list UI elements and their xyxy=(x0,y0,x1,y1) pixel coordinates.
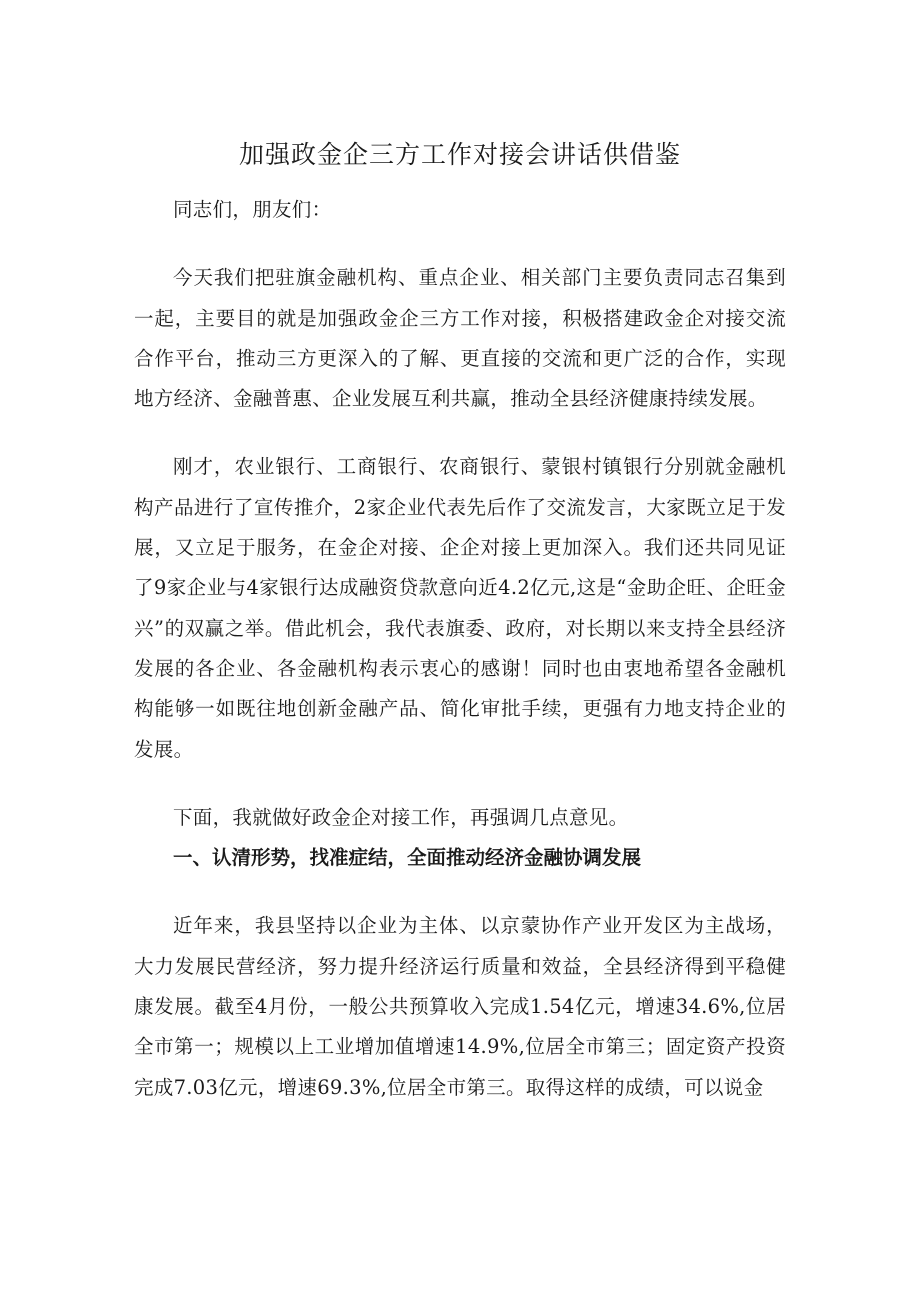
document-title: 加强政金企三方工作对接会讲话供借鉴 xyxy=(238,140,681,169)
paragraph-4: 近年来，我县坚持以企业为主体、以京蒙协作产业开发区为主战场，大力发展民营经济，努力提升经济运行质量和效益，全县经济得到平稳健康发展。截至4月份，一般公共预算收入完成1.54亿元，增速34.6%,位居全市第一；规模以上工业增加值增速14.9%,位居全市第三；固定资产投资完成7.03亿元，增速69.3%,位居全市第三。取得这样的成绩，可以说金 xyxy=(134,914,786,1099)
section-heading-1: 一、认清形势，找准症结，全面推动经济金融协调发展 xyxy=(173,846,642,870)
paragraph-3: 下面，我就做好政金企对接工作，再强调几点意见。 xyxy=(173,805,629,829)
greeting: 同志们，朋友们： xyxy=(173,198,332,221)
document-body xyxy=(134,190,786,1108)
paragraph-1: 今天我们把驻旗金融机构、重点企业、相关部门主要负责同志召集到一起，主要目的就是加强政金企三方工作对接，积极搭建政金企对接交流合作平台，推动三方更深入的了解、更直接的交流和更广泛的合作，实现地方经济、金融普惠、企业发展互利共赢，推动全县经济健康持续发展。 xyxy=(134,266,786,411)
paragraph-2: 刚才，农业银行、工商银行、农商银行、蒙银村镇银行分别就金融机构产品进行了宣传推介，2家企业代表先后作了交流发言，大家既立足于发展，又立足于服务，在金企对接、企企对接上更加深入。我们还共同见证了9家企业与4家银行达成融资贷款意向近4.2亿元,这是“金助企旺、企旺金兴”的双赢之举。借此机会，我代表旗委、政府，对长期以来支持全县经济发展的各企业、各金融机构表示衷心的感谢！同时也由衷地希望各金融机构能够一如既往地创新金融产品、简化审批手续，更强有力地支持企业的发展。 xyxy=(134,455,786,761)
